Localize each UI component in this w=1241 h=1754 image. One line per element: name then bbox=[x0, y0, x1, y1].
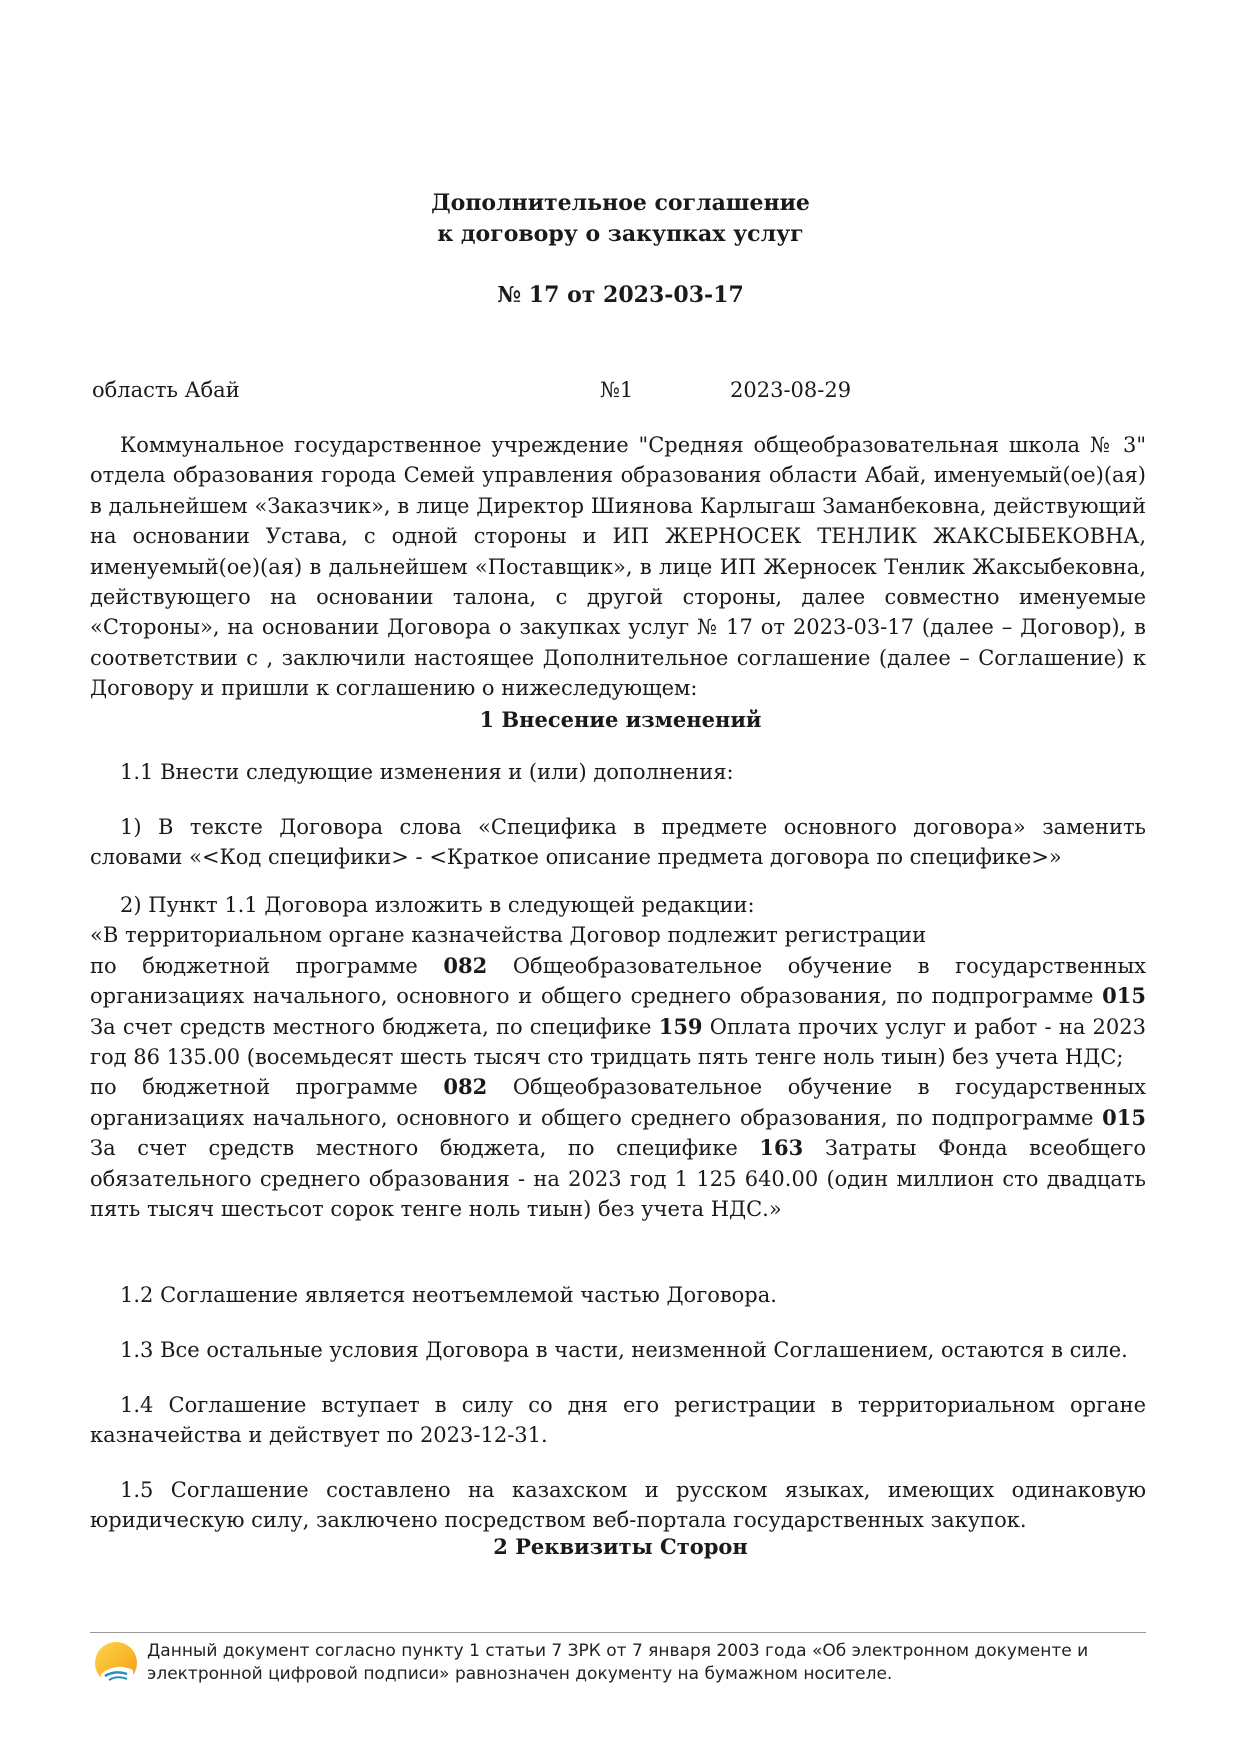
title-line-1: Дополнительное соглашение bbox=[431, 190, 810, 216]
document-title bbox=[0, 188, 1241, 250]
footer-divider bbox=[90, 1632, 1146, 1633]
amendment-2 bbox=[90, 890, 1146, 1224]
program-code: 082 bbox=[443, 1074, 488, 1100]
egov-sun-logo-icon bbox=[93, 1640, 139, 1686]
spec-code: 159 bbox=[658, 1013, 703, 1039]
clause-1-5: 1.5 Соглашение составлено на казахском и русском языках, имеющих одинаковую юридическую силу, заключено посредством веб-портала государственных закупок. bbox=[90, 1478, 1146, 1533]
region: область Абай bbox=[92, 378, 240, 402]
clause-1-4: 1.4 Соглашение вступает в силу со дня его регистрации в территориальном органе казначейства и действует по 2023-12-31. bbox=[90, 1393, 1146, 1448]
budget-program-item: по бюджетной программе 082 Общеобразовательное обучение в государственных организациях начального, основного и общего среднего образования, по подпрограмме 015 За счет средств местного бюджета, по специфике 159 Оплата прочих услуг и работ - на 2023 год 86 135.00 (восемьдесят шесть тысяч сто тридцать пять тенге ноль тиын) без учета НДС; bbox=[90, 952, 1146, 1070]
budget-program-item: по бюджетной программе 082 Общеобразовательное обучение в государственных организациях начального, основного и общего среднего образования, по подпрограмме 015 За счет средств местного бюджета, по специфике 163 Затраты Фонда всеобщего обязательного среднего образования - на 2023 год 1 125 640.00 (один миллион сто двадцать пять тысяч шестьсот сорок тенге ноль тиын) без учета НДС.» bbox=[90, 1074, 1146, 1222]
subprogram-code: 015 bbox=[1102, 1104, 1146, 1130]
title-line-2: к договору о закупках услуг bbox=[437, 221, 804, 247]
agreement-number: №1 bbox=[600, 378, 634, 402]
footer-legal-note: Данный документ согласно пункту 1 статьи 7 ЗРК от 7 января 2003 года «Об электронном документе и электронной цифровой подписи» равнозначен документу на бумажном носителе. bbox=[147, 1641, 1089, 1684]
clause-1-1: 1.1 Внести следующие изменения и (или) дополнения: bbox=[120, 760, 734, 784]
subprogram-code: 015 bbox=[1102, 983, 1146, 1009]
amendment-1: 1) В тексте Договора слова «Специфика в предмете основного договора» заменить словами «<Код специфики> - <Краткое описание предмета договора по специфике>» bbox=[90, 815, 1146, 870]
program-code: 082 bbox=[443, 952, 488, 978]
amendment-2-line: «В территориальном органе казначейства Договор подлежит регистрации bbox=[90, 923, 927, 948]
section-2-title: 2 Реквизиты Сторон bbox=[493, 1534, 748, 1559]
agreement-date: 2023-08-29 bbox=[730, 378, 852, 402]
clause-1-3: 1.3 Все остальные условия Договора в части, неизменной Соглашением, остаются в силе. bbox=[120, 1338, 1128, 1362]
amendment-2-intro: 2) Пункт 1.1 Договора изложить в следующей редакции: bbox=[120, 893, 755, 917]
contract-reference: № 17 от 2023-03-17 bbox=[497, 282, 744, 308]
spec-code: 163 bbox=[759, 1135, 804, 1161]
section-1-title: 1 Внесение изменений bbox=[479, 707, 762, 732]
clause-1-2: 1.2 Соглашение является неотъемлемой частью Договора. bbox=[120, 1283, 777, 1307]
preamble: Коммунальное государственное учреждение "Средняя общеобразовательная школа № 3" отдела образования города Семей управления образования области Абай, именуемый(ое)(ая) в дальнейшем «Заказчик», в лице Директор Шиянова Карлыгаш Заманбековна, действующий на основании Устава, с одной стороны и ИП ЖЕРНОСЕК ТЕНЛИК ЖАКСЫБЕКОВНА, именуемый(ое)(ая) в дальнейшем «Поставщик», в лице ИП Жерносек Тенлик Жаксыбековна, действующего на основании талона, с другой стороны, далее совместно именуемые «Стороны», на основании Договора о закупках услуг № 17 от 2023-03-17 (далее – Договор), в соответствии с , заключили настоящее Дополнительное соглашение (далее – Соглашение) к Договору и пришли к соглашению о нижеследующем: bbox=[90, 433, 1146, 701]
